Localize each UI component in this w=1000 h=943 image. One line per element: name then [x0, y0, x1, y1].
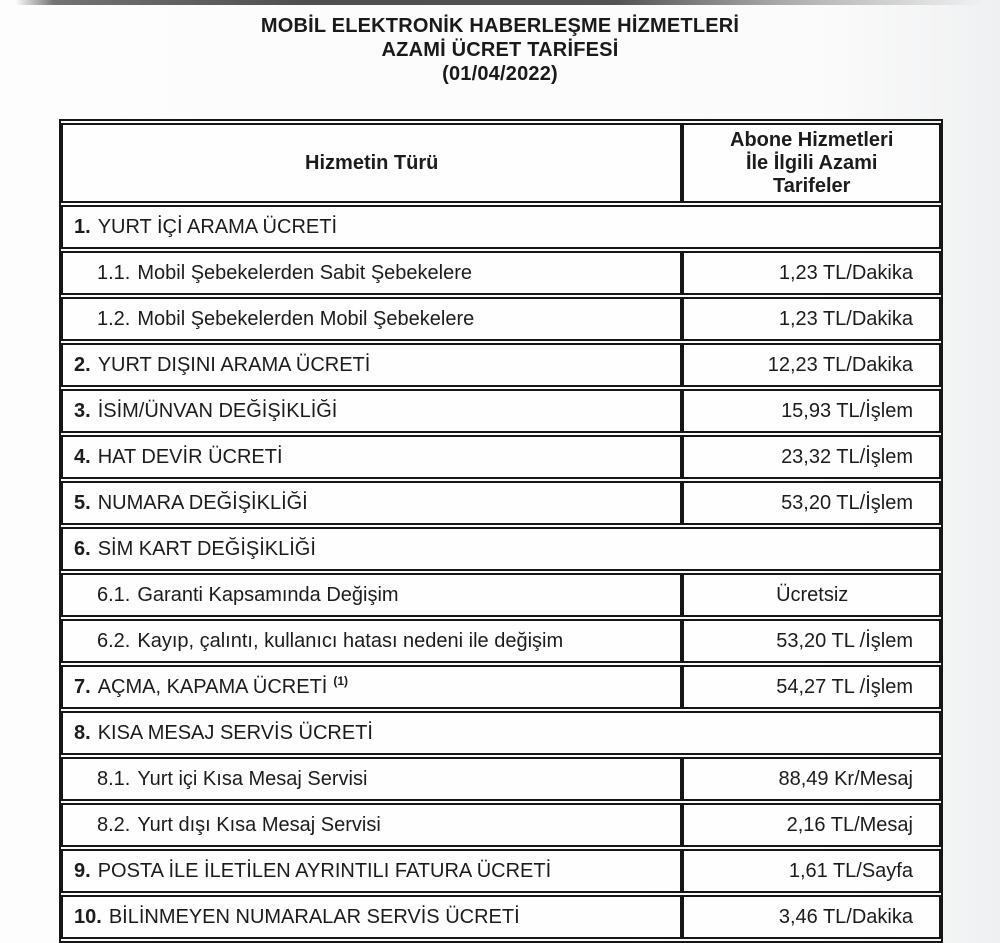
table-row — [61, 389, 941, 433]
table-row — [61, 665, 941, 709]
row-value: Ücretsiz — [682, 573, 941, 617]
row-number: 1.2. — [97, 307, 131, 330]
row-label: SİM KART DEĞİŞİKLİĞİ — [97, 537, 316, 560]
scan-edge-bar — [15, 0, 983, 5]
row-number: 8.1. — [97, 767, 131, 790]
row-number: 9. — [74, 859, 91, 882]
table-row — [61, 527, 941, 571]
header-service-type: Hizmetin Türü — [61, 123, 682, 203]
header-max-tariffs — [682, 123, 941, 203]
title-line-1: MOBİL ELEKTRONİK HABERLEŞME HİZMETLERİ — [260, 15, 740, 37]
table-row — [61, 343, 941, 387]
table-row — [61, 895, 941, 939]
tariff-table — [59, 119, 943, 943]
row-value: 15,93 TL/İşlem — [682, 389, 941, 433]
row-number: 2. — [74, 353, 91, 376]
row-value: 88,49 Kr/Mesaj — [682, 757, 941, 801]
row-value: 54,27 TL /İşlem — [682, 665, 941, 709]
row-number: 6. — [74, 537, 91, 560]
row-label: YURT DIŞINI ARAMA ÜCRETİ — [97, 353, 371, 376]
row-label: POSTA İLE İLETİLEN AYRINTILI FATURA ÜCRETİ — [97, 859, 552, 882]
table-row — [61, 251, 941, 295]
table-header-row — [61, 123, 941, 203]
row-number: 6.2. — [97, 629, 131, 652]
table-row — [61, 481, 941, 525]
row-number: 7. — [74, 675, 91, 698]
row-label: Yurt içi Kısa Mesaj Servisi — [137, 767, 368, 790]
row-label: Mobil Şebekelerden Sabit Şebekelere — [137, 261, 473, 284]
row-label: AÇMA, KAPAMA ÜCRETİ — [97, 675, 328, 698]
row-label: Yurt dışı Kısa Mesaj Servisi — [137, 813, 381, 836]
row-number: 10. — [74, 905, 102, 928]
row-number: 8. — [74, 721, 91, 744]
row-label: Kayıp, çalıntı, kullanıcı hatası nedeni ile değişim — [137, 629, 564, 652]
row-label: İSİM/ÜNVAN DEĞİŞİKLİĞİ — [97, 399, 338, 422]
row-label: BİLİNMEYEN NUMARALAR SERVİS ÜCRETİ — [108, 905, 520, 928]
row-value: 3,46 TL/Dakika — [682, 895, 941, 939]
header-max-tariffs-line2: İle İlgili Azami — [745, 151, 878, 174]
header-max-tariffs-line1: Abone Hizmetleri — [730, 128, 894, 151]
row-number: 1. — [74, 215, 91, 238]
row-label: Mobil Şebekelerden Mobil Şebekelere — [137, 307, 475, 330]
table-row — [61, 711, 941, 755]
table-row — [61, 849, 941, 893]
table-row — [61, 573, 941, 617]
row-number: 1.1. — [97, 261, 131, 284]
document-title — [0, 14, 1000, 86]
row-value: 53,20 TL/İşlem — [682, 481, 941, 525]
title-line-2: AZAMİ ÜCRET TARİFESİ — [381, 39, 619, 61]
footnote-marker: (1) — [333, 673, 349, 688]
row-value: 1,61 TL/Sayfa — [682, 849, 941, 893]
row-value: 12,23 TL/Dakika — [682, 343, 941, 387]
row-value: 2,16 TL/Mesaj — [682, 803, 941, 847]
row-value: 1,23 TL/Dakika — [682, 251, 941, 295]
row-number: 8.2. — [97, 813, 131, 836]
table-row — [61, 803, 941, 847]
row-number: 5. — [74, 491, 91, 514]
row-label: NUMARA DEĞİŞİKLİĞİ — [97, 491, 308, 514]
row-number: 4. — [74, 445, 91, 468]
table-row — [61, 205, 941, 249]
row-value: 1,23 TL/Dakika — [682, 297, 941, 341]
row-value: 53,20 TL /İşlem — [682, 619, 941, 663]
title-line-3: (01/04/2022) — [442, 63, 558, 85]
row-number: 6.1. — [97, 583, 131, 606]
row-number: 3. — [74, 399, 91, 422]
table-row — [61, 297, 941, 341]
row-label: HAT DEVİR ÜCRETİ — [97, 445, 283, 468]
table-row — [61, 757, 941, 801]
row-value: 23,32 TL/İşlem — [682, 435, 941, 479]
header-max-tariffs-line3: Tarifeler — [772, 174, 851, 197]
table-row — [61, 435, 941, 479]
row-label: Garanti Kapsamında Değişim — [137, 583, 399, 606]
row-label: YURT İÇİ ARAMA ÜCRETİ — [97, 215, 337, 238]
table-row — [61, 619, 941, 663]
row-label: KISA MESAJ SERVİS ÜCRETİ — [97, 721, 373, 744]
